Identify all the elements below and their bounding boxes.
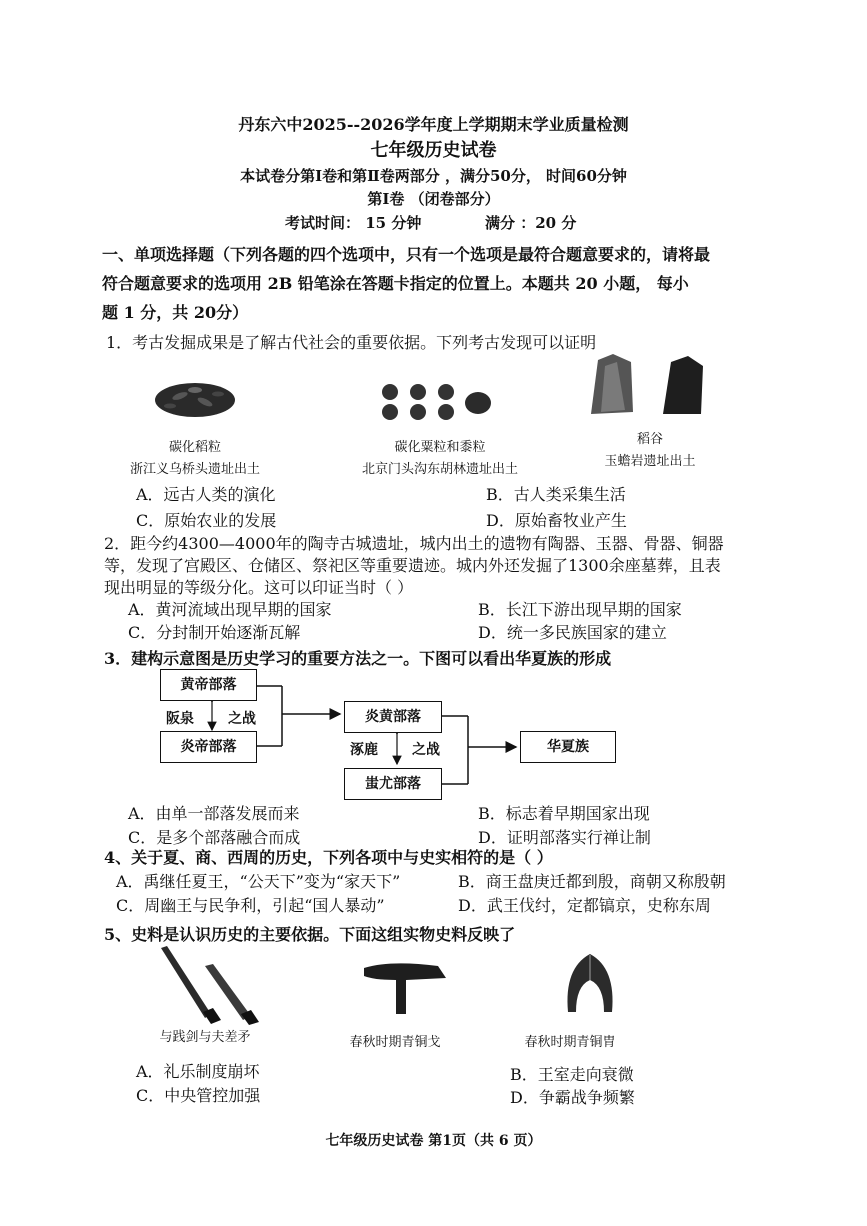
q1-img3-name: 稻谷	[636, 432, 663, 447]
q5-option-b[interactable]: B．王室走向衰微	[510, 1065, 634, 1084]
q1-img1-place: 浙江义乌桥头遗址出土	[129, 462, 260, 477]
q3-option-b[interactable]: B．标志着早期国家出现	[478, 804, 650, 823]
sword-and-spear-image	[155, 944, 265, 1026]
q4-option-c[interactable]: C．周幽王与民争利，引起“国人暴动”	[116, 896, 385, 915]
q1-img2-place: 北京门头沟东胡林遗址出土	[361, 462, 518, 477]
q1-option-c[interactable]: C．原始农业的发展	[136, 511, 277, 530]
q2-line-1: 2．距今约4300—4000年的陶寺古城遗址，城内出土的遗物有陶器、玉器、骨器、铜器	[104, 534, 724, 553]
q2-line-3: 现出明显的等级分化。这可以印证当时（ ）	[104, 578, 414, 597]
q4-option-a[interactable]: A．禹继任夏王，“公天下”变为“家天下”	[116, 872, 401, 891]
q1-option-b[interactable]: B．古人类采集生活	[486, 485, 626, 504]
q5-cap-1: 与践剑与夫差矛	[159, 1030, 251, 1045]
battle-label-1: 之战	[228, 711, 256, 727]
q2-option-c[interactable]: C．分封制开始逐渐瓦解	[128, 623, 301, 642]
q3-stem: 3．建构示意图是历史学习的重要方法之一。下图可以看出华夏族的形成	[104, 649, 612, 668]
q4-option-b[interactable]: B．商王盘庚迁都到殷，商朝又称殷朝	[458, 872, 726, 891]
q5-option-c[interactable]: C．中央管控加强	[136, 1086, 261, 1105]
q5-cap-2: 春秋时期青铜戈	[349, 1035, 441, 1050]
yanhuang-tribe-box: 炎黄部落	[344, 701, 442, 733]
section-line-1: 一、单项选择题（下列各题的四个选项中，只有一个选项是最符合题意要求的，请将最	[102, 245, 711, 264]
page-footer: 七年级历史试卷 第1页（共 6 页）	[325, 1133, 542, 1149]
q1-img2-name: 碳化粟粒和黍粒	[394, 440, 486, 455]
exam-info: 本试卷分第Ⅰ卷和第Ⅱ卷两部分 ，满分50分， 时间60分钟	[240, 167, 627, 185]
bronze-dagger-axe-image	[360, 958, 450, 1018]
q4-stem: 4、关于夏、商、西周的历史，下列各项中与史实相符的是（ ）	[104, 848, 553, 867]
exam-title: 丹东六中2025--2026学年度上学期期末学业质量检测	[238, 115, 629, 134]
exam-part: 第Ⅰ卷 （闭卷部分）	[367, 190, 500, 208]
q1-img3-place: 玉蟾岩遗址出土	[604, 454, 696, 469]
carbonized-rice-image	[150, 372, 240, 427]
q3-option-d[interactable]: D．证明部落实行禅让制	[478, 828, 651, 847]
q5-option-d[interactable]: D．争霸战争频繁	[510, 1088, 635, 1107]
q3-option-a[interactable]: A．由单一部落发展而来	[128, 804, 300, 823]
q5-cap-3: 春秋时期青铜胄	[524, 1035, 616, 1050]
exam-time: 考试时间： 15 分钟	[285, 214, 422, 232]
exam-subtitle: 七年级历史试卷	[370, 140, 497, 161]
chiyou-tribe-box: 蚩尤部落	[344, 768, 442, 800]
section-line-3: 题 1 分，共 20分）	[102, 303, 249, 322]
section-line-2: 符合题意要求的选项用 2B 铅笔涂在答题卡指定的位置上。本题共 20 小题， 每小	[102, 274, 689, 293]
yandi-tribe-box: 炎帝部落	[160, 731, 257, 763]
exam-score: 满分 ：20 分	[485, 214, 577, 232]
q4-option-d[interactable]: D．武王伐纣，定都镐京，史称东周	[458, 896, 711, 915]
bronze-helmet-image	[560, 948, 620, 1020]
huangdi-tribe-box: 黄帝部落	[160, 669, 257, 701]
q2-option-a[interactable]: A．黄河流域出现早期的国家	[128, 600, 332, 619]
battle-label-2: 之战	[412, 742, 440, 758]
rice-grains-image	[583, 352, 718, 420]
q1-img1-name: 碳化稻粒	[168, 440, 221, 455]
q1-option-d[interactable]: D．原始畜牧业产生	[486, 511, 627, 530]
q2-line-2: 等，发现了宫殿区、仓储区、祭祀区等重要遗迹。城内外还发掘了1300余座墓葬，且表	[104, 556, 721, 575]
millet-grains-image	[378, 382, 496, 422]
q1-stem: 1．考古发掘成果是了解古代社会的重要依据。下列考古发现可以证明	[106, 333, 597, 352]
q3-option-c[interactable]: C．是多个部落融合而成	[128, 828, 301, 847]
q2-option-d[interactable]: D．统一多民族国家的建立	[478, 623, 667, 642]
q1-option-a[interactable]: A．远古人类的演化	[136, 485, 276, 504]
zhuolu-label: 涿鹿	[350, 742, 378, 758]
q5-option-a[interactable]: A．礼乐制度崩坏	[136, 1062, 260, 1081]
q2-option-b[interactable]: B．长江下游出现早期的国家	[478, 600, 682, 619]
banquan-label: 阪泉	[166, 711, 194, 727]
q5-stem: 5、史料是认识历史的主要依据。下面这组实物史料反映了	[104, 925, 516, 944]
huaxia-box: 华夏族	[520, 731, 616, 763]
